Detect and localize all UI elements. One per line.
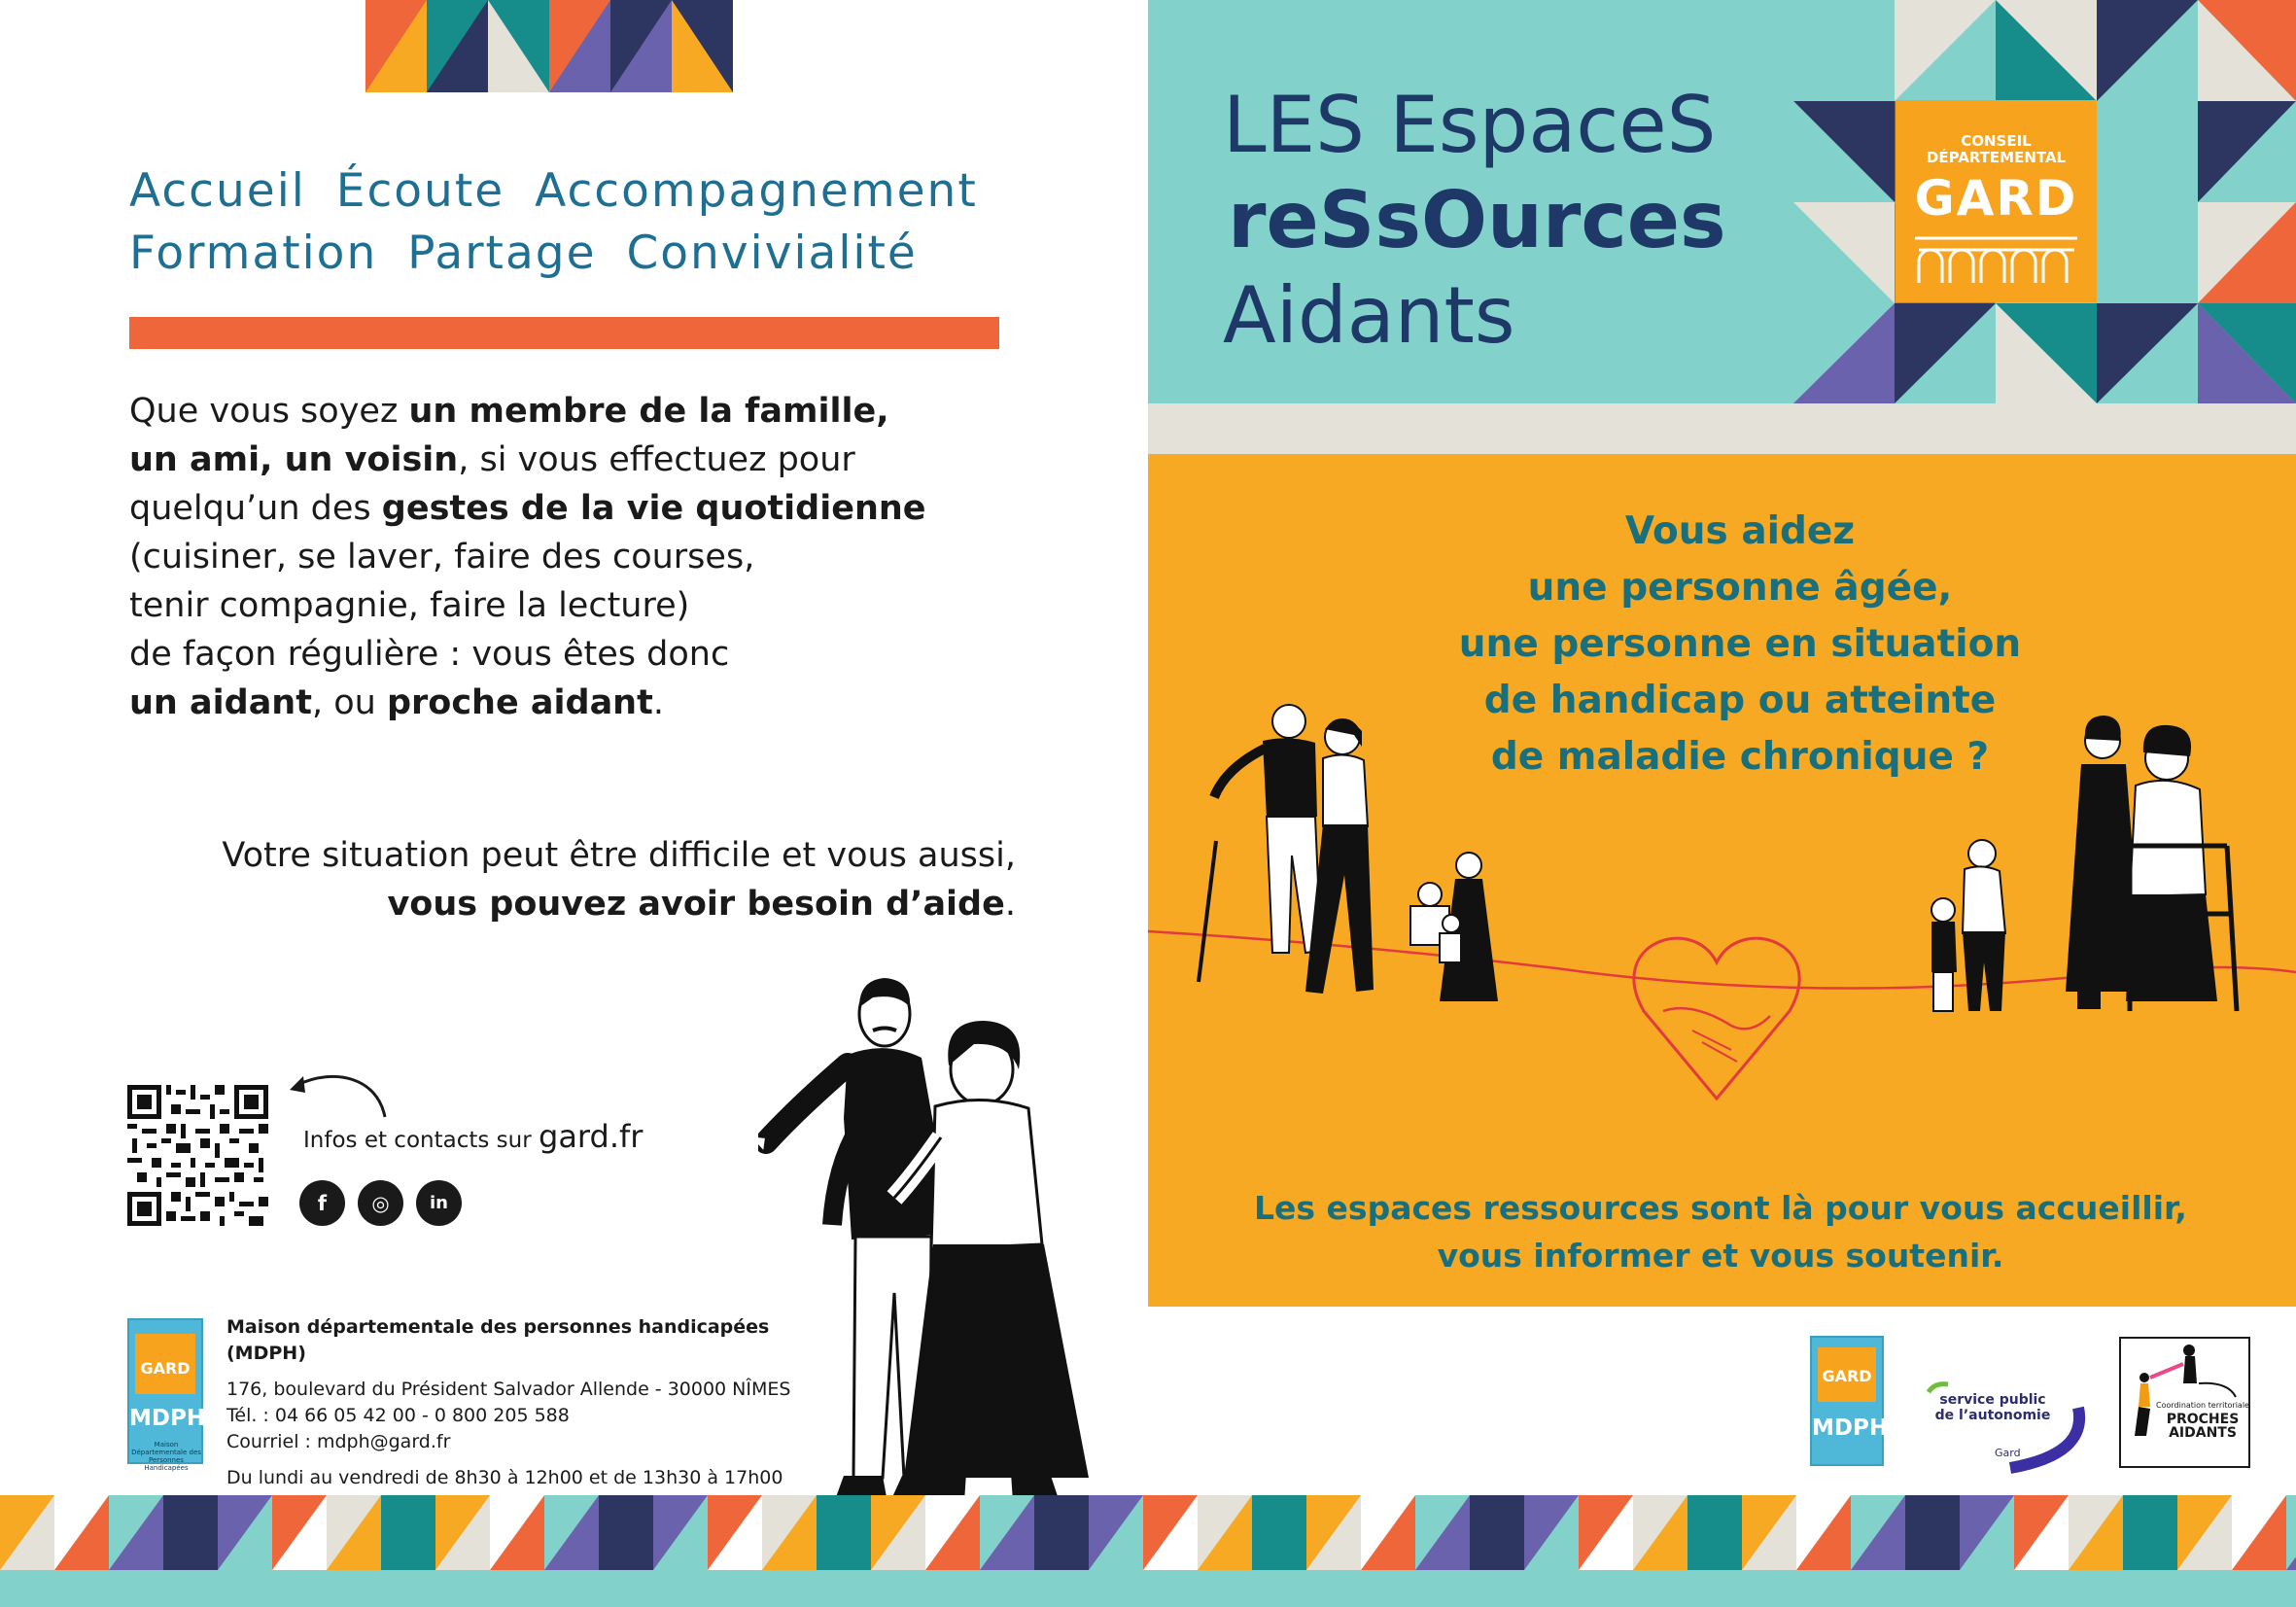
grey-band <box>1148 403 2296 454</box>
intro-bold: proche aidant <box>386 683 653 722</box>
motto-line-2: Formation Partage Convivialité <box>129 227 918 280</box>
qr-code[interactable] <box>127 1085 268 1226</box>
service-public-autonomie-logo <box>1923 1379 2088 1476</box>
pa-line-2: PROCHES <box>2166 1412 2240 1427</box>
aqueduct-icon <box>1915 234 2077 285</box>
title-line-3: Aidants <box>1223 270 1515 361</box>
mdph-logo-text: MDPH <box>129 1406 206 1431</box>
pa-title <box>2156 1413 2249 1440</box>
intro-bold: gestes de la vie quotidienne <box>381 489 926 528</box>
intro-bold: un aidant <box>129 683 312 722</box>
situation-paragraph <box>129 831 1016 928</box>
closing-line-2: vous informer et vous soutenir. <box>1437 1237 2004 1275</box>
walking-couple-illustration <box>758 972 1137 1531</box>
proches-aidants-logo <box>2119 1337 2250 1468</box>
cd-logo-line-1: CONSEIL <box>1961 132 2032 150</box>
intro-text: Que vous soyez <box>129 392 409 431</box>
spa-line-2: de l’autonomie <box>1934 1408 2051 1423</box>
title-line-1: LES EspaceS <box>1223 80 1717 170</box>
title-line-2: reSsOurces <box>1228 175 1726 265</box>
intro-text: , ou <box>311 683 387 722</box>
cd-logo-text <box>1896 133 2097 166</box>
intro-text: (cuisiner, se laver, faire des courses, <box>129 538 755 576</box>
closing-line-1: Les espaces ressources sont là pour vous accueillir, <box>1254 1189 2187 1227</box>
question-line-2: une personne âgée, <box>1527 566 1953 610</box>
closing-message <box>1186 1184 2255 1279</box>
intro-bold: un ami, un voisin <box>129 440 459 479</box>
curved-arrow-icon <box>284 1064 393 1120</box>
intro-text: , si vous effectuez pour <box>458 440 855 479</box>
motto-line-1: Accueil Écoute Accompagnement <box>129 164 978 218</box>
question-line-3: une personne en situation <box>1458 622 2022 666</box>
mdph-phone: Tél. : 04 66 05 42 00 - 0 800 205 588 <box>226 1405 570 1426</box>
partner-mdph-gard: GARD <box>1822 1367 1872 1385</box>
linkedin-glyph: in <box>430 1193 448 1213</box>
facebook-glyph: f <box>317 1191 328 1215</box>
mdph-title: Maison départementale des personnes handicapées (MDPH) <box>226 1316 770 1364</box>
intro-text: tenir compagnie, faire la lecture) <box>129 586 690 625</box>
instagram-icon[interactable] <box>358 1180 403 1226</box>
page-title <box>1223 78 1726 364</box>
bottom-teal-strip <box>0 1570 2296 1607</box>
mdph-address: 176, boulevard du Président Salvador Allende - 30000 NÎMES <box>226 1379 791 1400</box>
conseil-departemental-logo <box>1896 100 2097 302</box>
intro-bold: un membre de la famille, <box>408 392 889 431</box>
contact-label: Infos et contacts sur <box>303 1128 539 1153</box>
motto <box>129 160 1004 285</box>
intro-text: quelqu’un des <box>129 489 382 528</box>
contact-site-link[interactable]: gard.fr <box>539 1118 644 1155</box>
orange-divider <box>129 317 999 349</box>
situation-punct: . <box>1004 885 1016 924</box>
intro-text: de façon régulière : vous êtes donc <box>129 635 730 674</box>
caregivers-scene-illustration <box>1148 681 2296 1147</box>
contact-info <box>303 1118 643 1155</box>
top-triangle-pattern <box>365 0 733 92</box>
spa-line-1: service public <box>1939 1392 2046 1408</box>
situation-line-1: Votre situation peut être difficile et vous aussi, <box>222 836 1016 875</box>
pa-line-1: Coordination territoriale <box>2156 1401 2249 1410</box>
cd-logo-gard: GARD <box>1914 170 2078 227</box>
question-line-5: de maladie chronique ? <box>1490 735 1990 779</box>
intro-paragraph <box>129 387 1004 727</box>
partner-mdph-logo <box>1810 1336 1889 1466</box>
bottom-triangle-band <box>0 1495 2296 1570</box>
spa-line-3: Gard <box>1995 1447 2021 1459</box>
question-line-1: Vous aidez <box>1624 509 1856 553</box>
instagram-glyph: ◎ <box>371 1191 390 1215</box>
cd-logo-line-2: DÉPARTEMENTAL <box>1926 149 2067 166</box>
question-line-4: de handicap ou atteinte <box>1483 679 1997 722</box>
spa-text <box>1927 1392 2059 1423</box>
pa-line-3: AIDANTS <box>2169 1425 2237 1441</box>
mdph-logo-subtitle: Maison Départementale des Personnes Handicapées <box>131 1441 201 1472</box>
intro-text: . <box>652 683 664 722</box>
partner-mdph-text: MDPH <box>1812 1415 1889 1441</box>
linkedin-icon[interactable] <box>416 1180 462 1226</box>
mdph-hours: Du lundi au vendredi de 8h30 à 12h00 et de 13h30 à 17h00 <box>226 1467 783 1488</box>
situation-line-2: vous pouvez avoir besoin d’aide <box>387 885 1005 924</box>
facebook-icon[interactable] <box>299 1180 345 1226</box>
mdph-info <box>226 1314 829 1491</box>
mdph-logo <box>127 1318 206 1472</box>
mdph-logo-gard: GARD <box>140 1359 191 1378</box>
mdph-email: Courriel : mdph@gard.fr <box>226 1431 451 1452</box>
